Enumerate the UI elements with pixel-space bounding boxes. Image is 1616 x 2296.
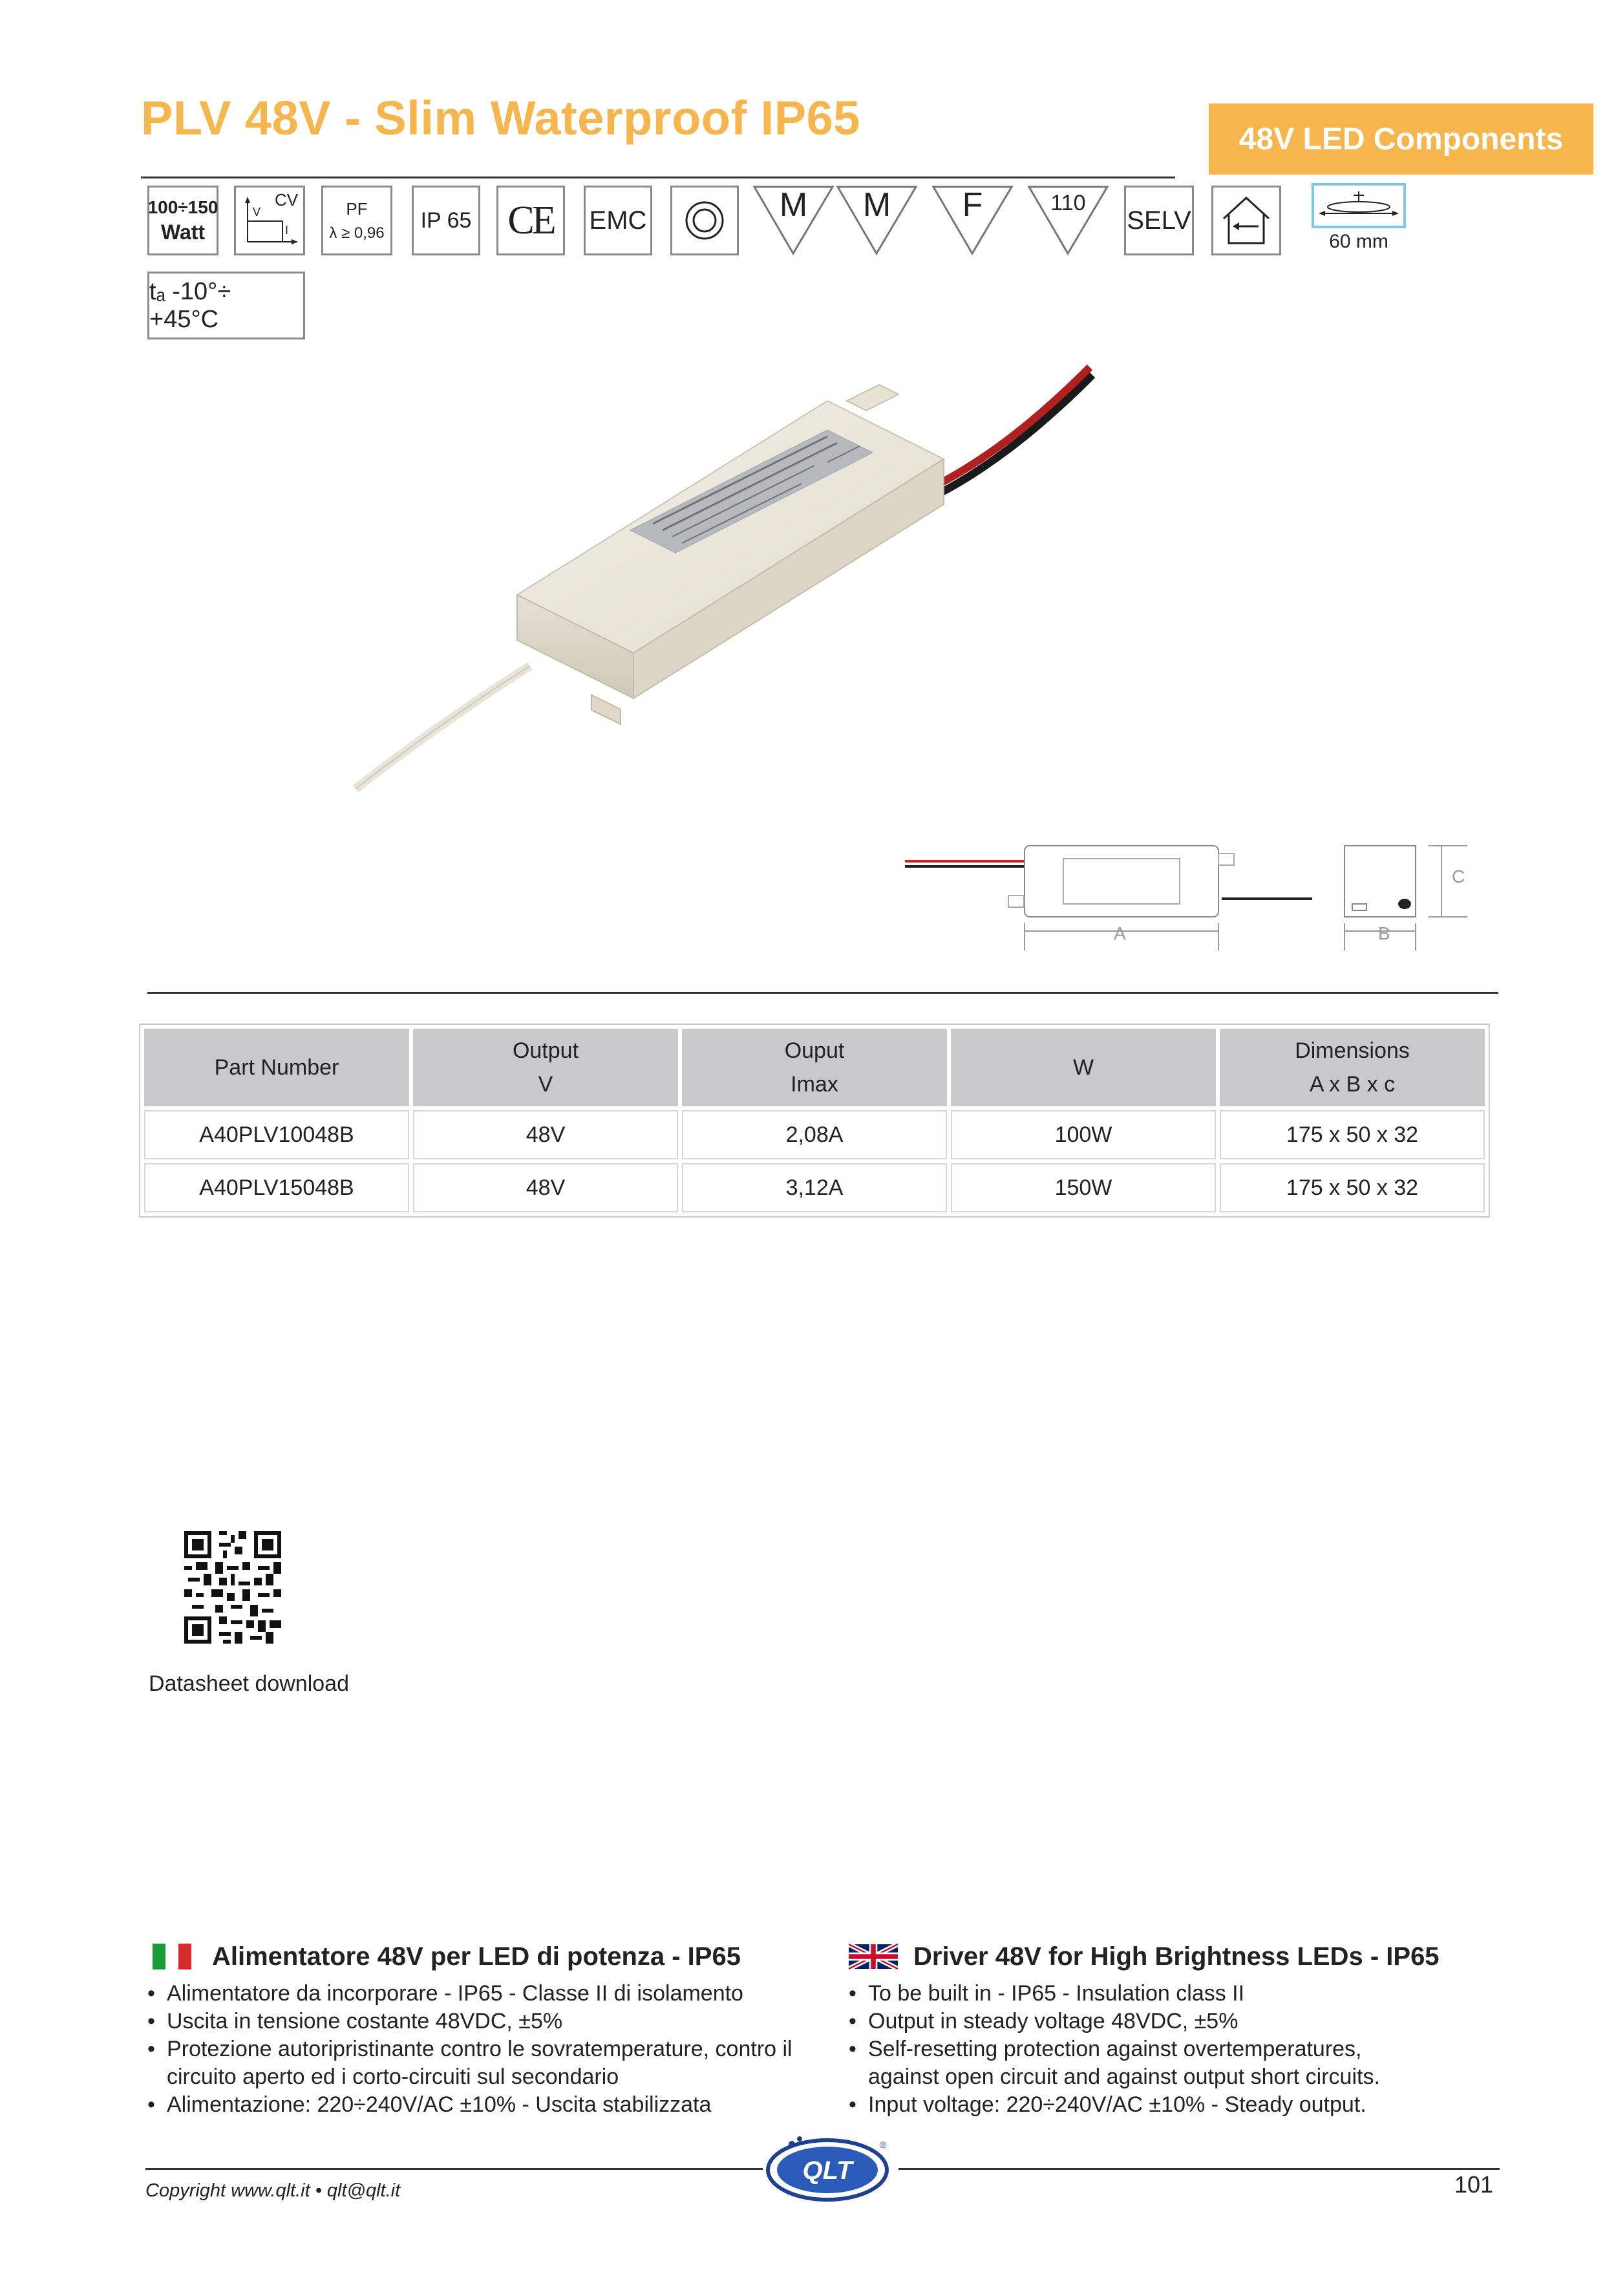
dimension-drawing-end [1332,834,1480,957]
pf-value: λ ≥ 0,96 [329,224,385,242]
table-row [144,1110,1485,1159]
cell-part-number: A40PLV10048B [144,1110,409,1159]
footer-divider-left [145,2168,763,2170]
cell-output-v: 48V [413,1163,678,1212]
uk-flag-icon [849,1944,898,1969]
power-range: 100÷150 [147,197,218,217]
features-english [849,1940,1560,2119]
table-header-row [144,1029,1485,1106]
list-item: • Alimentazione: 220÷240V/AC ±10% - Uscita stabilizzata [147,2091,858,2119]
power-unit: Watt [160,220,206,244]
dimension-label-b: B [1378,923,1390,943]
cell-dimensions: 175 x 50 x 32 [1220,1163,1485,1212]
product-image [336,362,1131,802]
ip65-icon: IP 65 [412,186,480,255]
emc-icon: EMC [584,186,652,255]
cutout-size-icon [1312,183,1406,228]
svg-text:®: ® [880,2140,887,2150]
cell-dimensions: 175 x 50 x 32 [1220,1110,1485,1159]
footer-divider-right [898,2168,1500,2170]
table-row [144,1163,1485,1212]
indoor-use-icon [1211,186,1281,255]
power-rating-icon [147,186,218,255]
power-factor-icon [321,186,392,255]
features-italian-title: Alimentatore 48V per LED di potenza - IP65 [212,1942,741,1971]
cv-label: CV [275,190,299,209]
spec-table [139,1024,1490,1218]
cutout-size-label: 60 mm [1329,231,1388,252]
title-divider [141,177,1175,178]
cell-output-imax: 3,12A [682,1163,947,1212]
temp-110-label: 110 [1050,191,1086,215]
selv-icon: SELV [1124,186,1194,255]
f-mark-label: F [962,186,983,224]
header-dimensions: Dimensions A x B x c [1220,1029,1485,1106]
list-item: • Protezione autoripristinante contro le sovratemperature, contro il circuito aperto ed i corto-circuiti sul secondario [147,2035,813,2091]
features-italian [147,1940,858,2119]
header-output-imax: Ouput Imax [682,1029,947,1106]
mm-mark-label: M [862,186,891,224]
qr-code-icon[interactable] [184,1529,281,1646]
list-item: • Output in steady voltage 48VDC, ±5% [849,2008,1560,2035]
list-item: • Alimentatore da incorporare - IP65 - Classe II di isolamento [147,1980,858,2008]
cv-axis-i: I [285,224,289,237]
double-insulation-icon [670,186,739,255]
cv-axis-v: V [253,206,261,219]
dimension-label-c: C [1452,866,1465,886]
copyright-text: Copyright www.qlt.it • qlt@qlt.it [145,2180,401,2201]
list-item: • Self-resetting protection against overtemperatures, against open circuit and against output short circuits. [849,2035,1437,2091]
cell-part-number: A40PLV15048B [144,1163,409,1212]
m-mark-label: M [779,186,808,224]
ambient-temperature-icon: tₐ -10°÷ +45°C [147,272,305,339]
dimension-label-a: A [1114,923,1126,943]
page-number: 101 [1454,2171,1494,2198]
header-watt: W [951,1029,1216,1106]
cell-output-imax: 2,08A [682,1110,947,1159]
dimension-drawing-side [898,834,1325,957]
cell-watt: 150W [951,1163,1216,1212]
cell-watt: 100W [951,1110,1216,1159]
pf-label: PF [346,199,368,219]
table-divider [147,992,1498,994]
list-item: • Input voltage: 220÷240V/AC ±10% - Steady output. [849,2091,1560,2119]
qr-label: Datasheet download [149,1671,350,1696]
header-output-v: Output V [413,1029,678,1106]
italy-flag-icon [147,1944,197,1969]
qlt-logo-icon [760,2132,895,2207]
cell-output-v: 48V [413,1110,678,1159]
features-english-title: Driver 48V for High Brightness LEDs - IP65 [913,1942,1440,1971]
ce-mark-icon: CE [496,186,565,255]
page-title: PLV 48V - Slim Waterproof IP65 [141,91,860,145]
category-banner: 48V LED Components [1209,103,1593,175]
header-part-number: Part Number [144,1029,409,1106]
list-item: • To be built in - IP65 - Insulation class II [849,1980,1560,2008]
svg-text:QLT: QLT [802,2156,853,2185]
constant-voltage-icon [234,186,305,255]
list-item: • Uscita in tensione costante 48VDC, ±5% [147,2008,858,2035]
